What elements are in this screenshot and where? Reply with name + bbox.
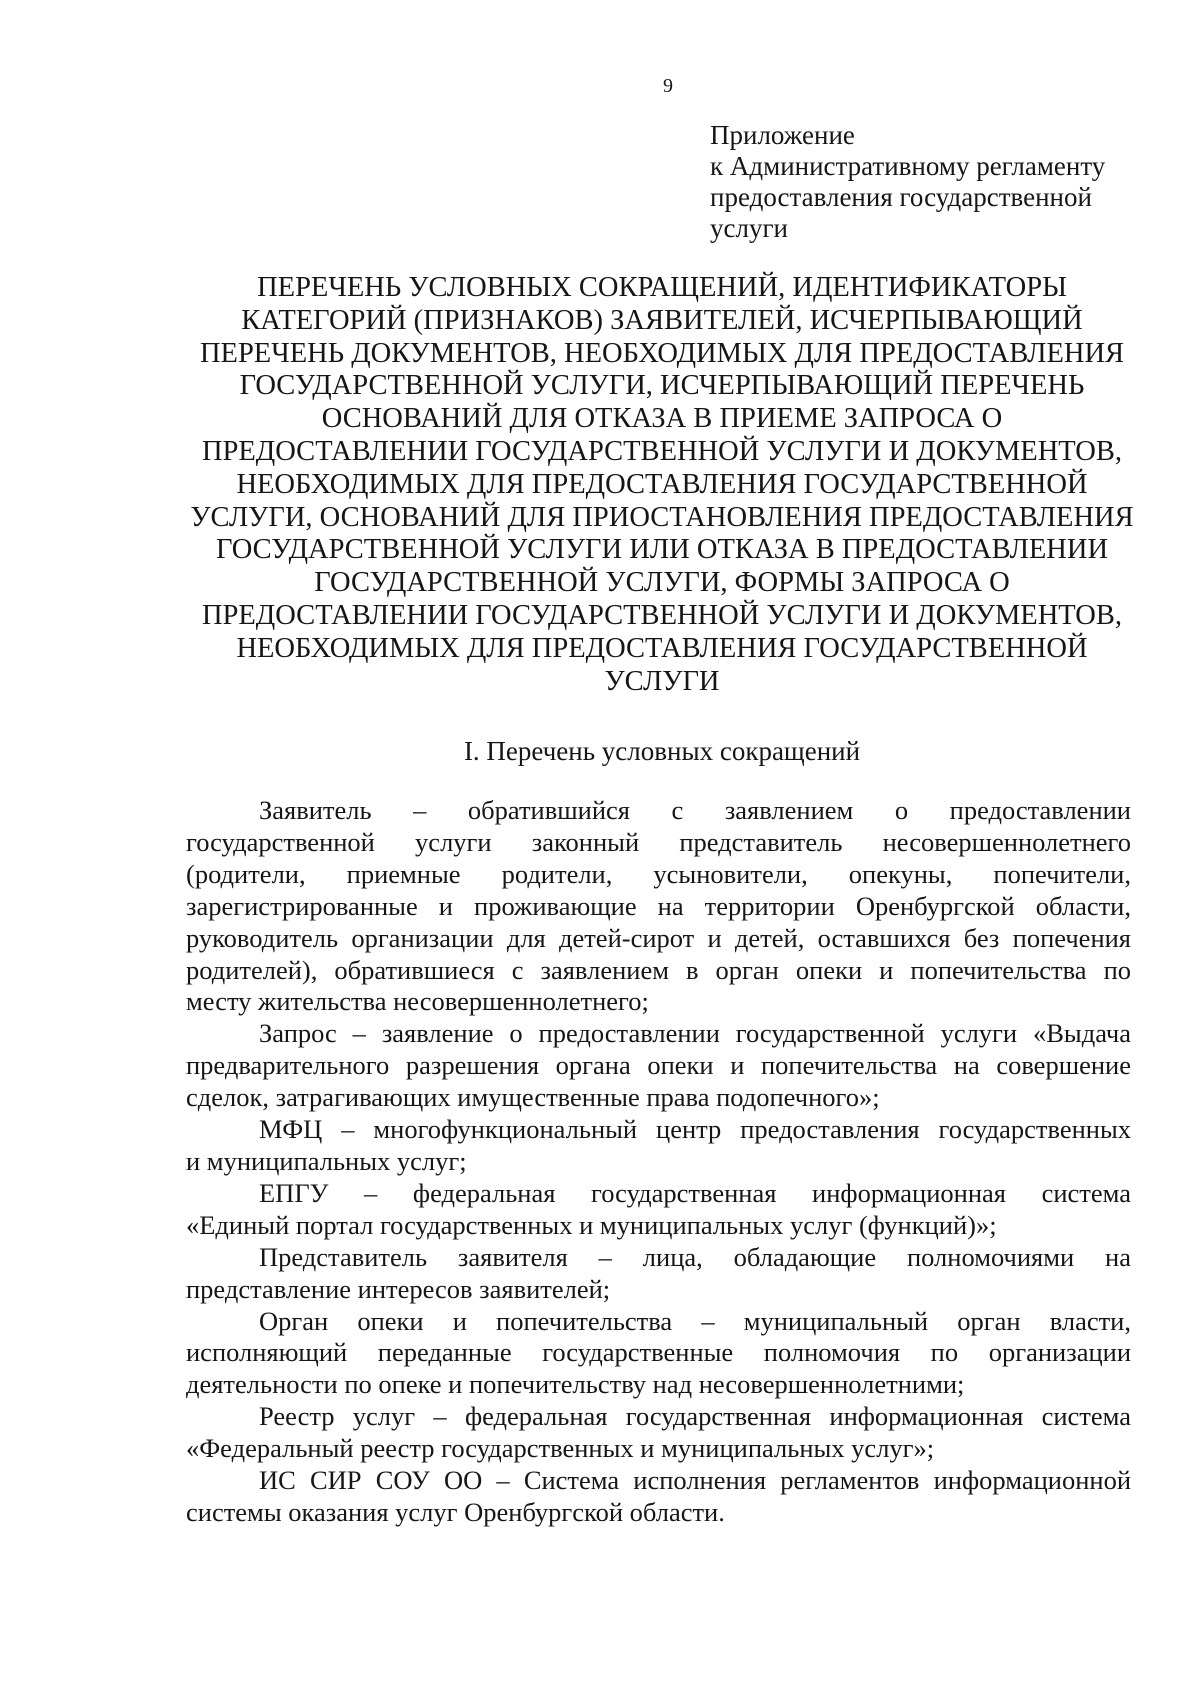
page-number: 9 <box>663 75 673 97</box>
title-line: УСЛУГИ <box>604 665 720 697</box>
definition-service-registry <box>186 1401 1131 1465</box>
title-line: ПЕРЕЧЕНЬ ДОКУМЕНТОВ, НЕОБХОДИМЫХ ДЛЯ ПРЕДОСТАВЛЕНИЯ <box>199 337 1125 369</box>
document-title <box>186 272 1138 698</box>
paragraph-line: Реестр услуг – федеральная государственная информационная система <box>259 1401 1131 1432</box>
appendix-header <box>710 120 1150 244</box>
paragraph-line: ЕПГУ – федеральная государственная информационная система <box>259 1177 1131 1208</box>
paragraph-line: Представитель заявителя – лица, обладающие полномочиями на <box>259 1241 1131 1272</box>
paragraph-line: представление интересов заявителей; <box>186 1273 611 1304</box>
appendix-line: к Административному регламенту <box>710 151 1106 181</box>
title-line: УСЛУГИ, ОСНОВАНИЙ ДЛЯ ПРИОСТАНОВЛЕНИЯ ПРЕДОСТАВЛЕНИЯ <box>190 501 1134 533</box>
paragraph-line: Заявитель – обратившийся с заявлением о предоставлении <box>259 795 1131 825</box>
definitions-list <box>186 795 1131 1529</box>
definition-guardianship-body <box>186 1306 1131 1402</box>
title-line: ГОСУДАРСТВЕННОЙ УСЛУГИ ИЛИ ОТКАЗА В ПРЕДОСТАВЛЕНИИ <box>215 534 1109 566</box>
appendix-line: предоставления государственной <box>710 182 1092 212</box>
definition-request <box>186 1018 1131 1114</box>
definition-epgu <box>186 1178 1131 1242</box>
title-line: ПЕРЕЧЕНЬ УСЛОВНЫХ СОКРАЩЕНИЙ, ИДЕНТИФИКАТОРЫ <box>257 272 1067 303</box>
paragraph-line: предварительного разрешения органа опеки и попечительства на совершение <box>186 1050 1131 1081</box>
paragraph-line: исполняющий переданные государственные полномочия по организации <box>186 1337 1131 1368</box>
paragraph-line: (родители, приемные родители, усыновители, опекуны, попечители, <box>186 858 1131 889</box>
paragraph-line: месту жительства несовершеннолетнего; <box>186 986 649 1017</box>
title-line: НЕОБХОДИМЫХ ДЛЯ ПРЕДОСТАВЛЕНИЯ ГОСУДАРСТВЕННОЙ <box>236 632 1088 664</box>
title-line: ГОСУДАРСТВЕННОЙ УСЛУГИ, ИСЧЕРПЫВАЮЩИЙ ПЕРЕЧЕНЬ <box>239 370 1085 402</box>
paragraph-line: Запрос – заявление о предоставлении государственной услуги «Выдача <box>259 1018 1131 1049</box>
paragraph-line: сделок, затрагивающих имущественные права подопечного»; <box>186 1082 880 1113</box>
title-line: ГОСУДАРСТВЕННОЙ УСЛУГИ, ФОРМЫ ЗАПРОСА О <box>314 567 1010 599</box>
definition-representative <box>186 1242 1131 1306</box>
definition-applicant <box>186 795 1131 1018</box>
paragraph-line: родителей), обратившиеся с заявлением в орган опеки и попечительства по <box>186 954 1131 985</box>
title-line: КАТЕГОРИЙ (ПРИЗНАКОВ) ЗАЯВИТЕЛЕЙ, ИСЧЕРПЫВАЮЩИЙ <box>241 304 1083 336</box>
title-line: ПРЕДОСТАВЛЕНИИ ГОСУДАРСТВЕННОЙ УСЛУГИ И ДОКУМЕНТОВ, <box>201 435 1123 467</box>
paragraph-line: «Федеральный реестр государственных и муниципальных услуг»; <box>186 1433 935 1464</box>
appendix-line: Приложение <box>710 120 855 150</box>
paragraph-line: системы оказания услуг Оренбургской области. <box>186 1496 725 1527</box>
paragraph-line: МФЦ – многофункциональный центр предоставления государственных <box>259 1114 1131 1145</box>
paragraph-line: ИС СИР СОУ ОО – Система исполнения регламентов информационной <box>259 1465 1131 1496</box>
appendix-line: услуги <box>710 213 788 243</box>
title-line: НЕОБХОДИМЫХ ДЛЯ ПРЕДОСТАВЛЕНИЯ ГОСУДАРСТВЕННОЙ <box>236 468 1088 500</box>
paragraph-line: Орган опеки и попечительства – муниципальный орган власти, <box>259 1305 1131 1336</box>
title-line: ПРЕДОСТАВЛЕНИИ ГОСУДАРСТВЕННОЙ УСЛУГИ И ДОКУМЕНТОВ, <box>201 599 1123 631</box>
definition-is-sir-sou-oo <box>186 1465 1131 1529</box>
paragraph-line: и муниципальных услуг; <box>186 1145 467 1176</box>
paragraph-line: государственной услуги законный представитель несовершеннолетнего <box>186 826 1131 857</box>
definition-mfc <box>186 1114 1131 1178</box>
paragraph-line: «Единый портал государственных и муниципальных услуг (функций)»; <box>186 1209 997 1240</box>
title-line: ОСНОВАНИЙ ДЛЯ ОТКАЗА В ПРИЕМЕ ЗАПРОСА О <box>321 403 1003 435</box>
section-heading: I. Перечень условных сокращений <box>463 736 861 766</box>
paragraph-line: руководитель организации для детей-сирот и детей, оставшихся без попечения <box>186 922 1131 953</box>
paragraph-line: зарегистрированные и проживающие на территории Оренбургской области, <box>186 890 1131 921</box>
paragraph-line: деятельности по опеке и попечительству над несовершеннолетними; <box>186 1369 965 1400</box>
